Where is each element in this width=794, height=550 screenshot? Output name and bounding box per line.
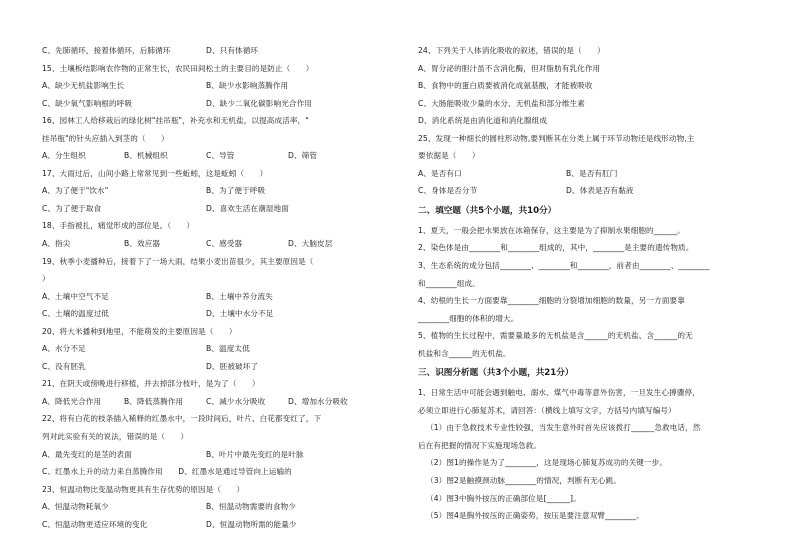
left-column <box>42 42 402 533</box>
right-column <box>418 42 778 525</box>
question-line: 必须立即进行心肺复苏术，请回答：（横线上填写文字，方括号内填写编号） <box>418 405 676 415</box>
question-line: 19、秋季小麦播种后，接着下了一场大雨，结果小麦出苗很少，其主要原因是（ <box>42 256 314 266</box>
option-a: A、土壤中空气不足 <box>42 291 109 301</box>
question-line: 21、在阴天或傍晚进行移植，并去掉部分枝叶，是为了（ ） <box>42 379 260 389</box>
option-b: D、缺少二氧化碳影响光合作用 <box>206 98 312 108</box>
section-heading: 三、识图分析题（共3个小题，共21分） <box>418 368 574 379</box>
question-line: 列对此实验有关的说法，错误的是（ ） <box>42 432 189 442</box>
question-line: 2、染色体是由________和________组成的，其中，________是主要的遗传物质。 <box>418 243 694 253</box>
option-a: A、恒温动物耗氧少 <box>42 502 109 512</box>
options-row <box>42 498 402 516</box>
question-line: （4）图3中胸外按压的正确部位是[______]。 <box>426 493 581 503</box>
option-b: D、喜欢生活在潮湿地面 <box>206 203 289 213</box>
option-b: B、机械组织 <box>124 151 168 161</box>
option-a: A、为了便于"饮水" <box>42 186 109 196</box>
option-a: C、恒温动物更适应环境的变化 <box>42 519 148 529</box>
options-row <box>42 200 402 218</box>
options-row <box>42 147 402 165</box>
question-line: B、食物中的蛋白质要被消化成氨基酸，才能被吸收 <box>418 81 593 91</box>
question-line: 1、夏天，一般会把水果放在冰箱保存，这主要是为了抑制水果细胞的______。 <box>418 225 685 235</box>
question-line: 机盐和含______的无机盐。 <box>418 348 511 358</box>
options-row <box>42 516 402 534</box>
options-row <box>42 95 402 113</box>
option-b: D、体表是否有黏液 <box>566 186 634 196</box>
options-row <box>42 42 402 60</box>
section-heading: 二、填空题（共5个小题，共10分） <box>418 205 557 216</box>
option-a: A、缺少无机盐影响生长 <box>42 81 125 91</box>
question-line: ） <box>42 274 50 284</box>
question-line: C、红墨水上升的动力来自蒸腾作用 D、红墨水是通过导管向上运输的 <box>42 467 292 477</box>
options-row <box>418 182 778 200</box>
option-a: C、土壤的温度过低 <box>42 309 109 319</box>
option-b: D、胚被破坏了 <box>206 361 259 371</box>
option-b: D、只有体循环 <box>206 46 259 55</box>
option-c: C、减少水分吸收 <box>206 396 266 406</box>
option-b: B、恒温动物需要的食物少 <box>206 502 296 512</box>
option-b: B、为了便于呼吸 <box>206 186 266 196</box>
option-a: A、分生组织 <box>42 151 86 161</box>
options-row <box>42 182 402 200</box>
options-row <box>42 340 402 358</box>
question-line: 25、发现一种细长的圆柱形动物,要判断其在分类上属于环节动物还是线形动物,主 <box>418 133 695 143</box>
question-line: 3、生态系统的成分包括________、________和________，前者由________、________ <box>418 261 710 271</box>
option-a: A、水分不足 <box>42 344 86 354</box>
question-line: （1）由于急救技术专业性较强，当发生意外时首先应该拨打______急救电话，然 <box>426 423 701 433</box>
option-b: B、温度太低 <box>206 344 250 354</box>
question-line: 20、将大米播种到地里，不能萌发的主要原因是（ ） <box>42 326 237 336</box>
option-a: C、为了便于取食 <box>42 203 102 213</box>
question-line: 17、大雨过后，山间小路上常常见到一些蚯蚓，这是蚯蚓（ ） <box>42 168 268 178</box>
option-b: B、效应器 <box>124 239 161 249</box>
option-d: D、大脑皮层 <box>288 239 333 249</box>
option-c: C、导管 <box>206 151 235 161</box>
question-line: 1、日常生活中可能会遇到触电、溺水、煤气中毒等意外伤害，一旦发生心搏骤停， <box>418 388 700 398</box>
question-line: 23、恒温动物比变温动物更具有生存优势的原因是（ ） <box>42 484 245 494</box>
question-line: 要依据是（ ） <box>418 151 480 161</box>
question-line: A、胃分泌的胆汁虽不含消化酶，但对脂肪有乳化作用 <box>418 63 601 73</box>
option-a: C、身体是否分节 <box>418 186 478 196</box>
option-a: C、没有胚乳 <box>42 361 86 371</box>
options-row <box>42 288 402 306</box>
options-row <box>42 77 402 95</box>
question-line: 挂吊瓶"的针头应插入到茎的（ ） <box>42 133 169 143</box>
question-line: 5、植物的生长过程中，需要量最多的无机盐是含______的无机盐、含______的无 <box>418 331 693 341</box>
option-a: A、最先变红的是茎的表面 <box>42 449 132 459</box>
options-row <box>418 165 778 183</box>
question-line: 15、土壤板结影响农作物的正常生长，农民田间松土的主要目的是防止（ ） <box>42 63 314 73</box>
option-d: D、筛管 <box>288 151 318 161</box>
option-a: A、指尖 <box>42 239 71 249</box>
option-d: D、增加水分吸收 <box>288 396 348 406</box>
question-line: D、消化系统是由消化道和消化腺组成 <box>418 116 548 126</box>
question-line: 18、手指被扎，痛觉形成的部位是。（ ） <box>42 221 195 231</box>
question-line: 后在有把握的情况下实施现场急救。 <box>418 440 542 450</box>
option-a: A、降低光合作用 <box>42 396 102 406</box>
question-line: （3）图2是触摸颈动脉________的情况，判断有无心跳。 <box>426 476 621 486</box>
option-a: A、是否有口 <box>418 168 462 178</box>
option-c: C、感受器 <box>206 239 243 249</box>
options-row <box>42 446 402 464</box>
option-b: B、叶片中最先变红的是叶脉 <box>206 449 304 459</box>
option-a: C、先肺循环，接着体循环，后肺循环 <box>42 46 171 55</box>
option-b: D、土壤中水分不足 <box>206 309 274 319</box>
options-row <box>42 358 402 376</box>
options-row <box>42 235 402 253</box>
question-line: 4、幼根的生长一方面要靠________细胞的分裂增加细胞的数量，另一方面要靠 <box>418 296 685 306</box>
question-line: 22、将有白花的枝条插入稀释的红墨水中，一段时间后，叶片、白花都变红了，下 <box>42 414 322 424</box>
question-line: （2）图1的操作是为了________，这是现场心肺复苏成功的关键一步。 <box>426 458 668 468</box>
option-b: B、降低蒸腾作用 <box>124 396 184 406</box>
option-a: C、缺少氧气影响根的呼吸 <box>42 98 133 108</box>
options-row <box>42 393 402 411</box>
question-line: 24、下列关于人体消化吸收的叙述，错误的是（ ） <box>418 46 605 55</box>
option-b: B、缺少水影响蒸腾作用 <box>206 81 289 91</box>
question-line: （5）图4是胸外按压的正确姿势，按压是要注意双臂________。 <box>426 511 644 521</box>
question-line: 和________组成。 <box>418 278 480 288</box>
option-b: B、土壤中养分流失 <box>206 291 273 301</box>
question-line: ________细胞的体积的增大。 <box>418 313 519 323</box>
option-b: D、恒温动物所需的能量少 <box>206 519 297 529</box>
question-line: C、大肠能吸收少量的水分、无机盐和部分维生素 <box>418 98 585 108</box>
options-row <box>42 305 402 323</box>
option-b: B、是否有肛门 <box>566 168 618 178</box>
question-line: 16、园林工人给移栽后的绿化树"挂吊瓶"，补充水和无机盐，以提高成活率，" <box>42 116 309 126</box>
